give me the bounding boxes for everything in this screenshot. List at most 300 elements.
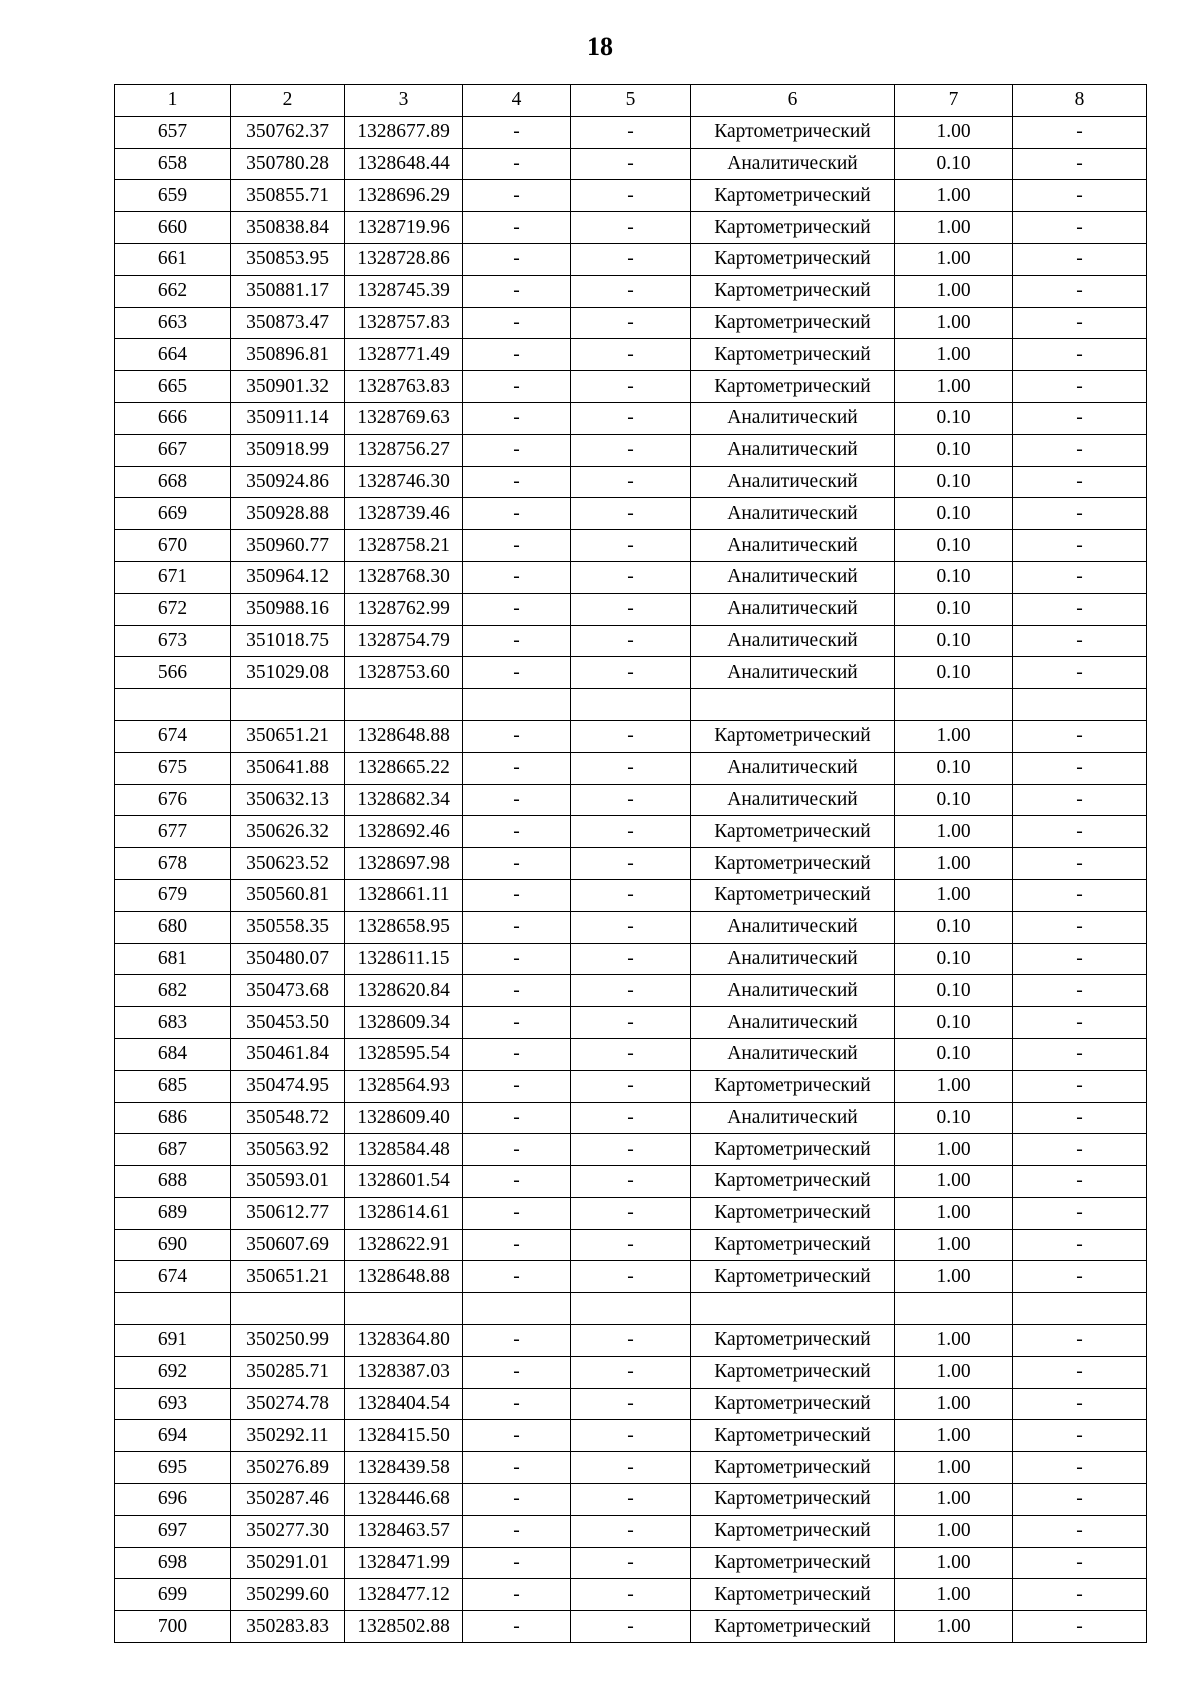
table-row	[115, 657, 1147, 689]
x-coordinate-cell: 350780.28	[231, 148, 345, 180]
y-coordinate-cell: 1328753.60	[345, 657, 463, 689]
x-coordinate-cell: 350291.01	[231, 1547, 345, 1579]
point-number-cell: 674	[115, 720, 231, 752]
y-coordinate-cell: 1328564.93	[345, 1070, 463, 1102]
table-row	[115, 212, 1147, 244]
column-4-cell: -	[463, 1007, 571, 1039]
x-coordinate-cell: 351029.08	[231, 657, 345, 689]
column-8-cell: -	[1013, 1579, 1147, 1611]
point-number-cell: 670	[115, 530, 231, 562]
column-8-cell: -	[1013, 1229, 1147, 1261]
table-row	[115, 1356, 1147, 1388]
column-8-cell: -	[1013, 1356, 1147, 1388]
x-coordinate-cell: 350283.83	[231, 1611, 345, 1643]
x-coordinate-cell: 350960.77	[231, 530, 345, 562]
column-5-cell: -	[571, 1197, 691, 1229]
table-row	[115, 1611, 1147, 1643]
method-cell: Картометрический	[691, 371, 895, 403]
column-4-cell: -	[463, 212, 571, 244]
column-4-cell: -	[463, 784, 571, 816]
point-number-cell: 671	[115, 561, 231, 593]
x-coordinate-cell: 350623.52	[231, 848, 345, 880]
column-5-cell: -	[571, 752, 691, 784]
method-cell: Аналитический	[691, 1038, 895, 1070]
column-4-cell: -	[463, 1547, 571, 1579]
column-4-cell: -	[463, 911, 571, 943]
column-8-cell: -	[1013, 816, 1147, 848]
accuracy-cell: 0.10	[895, 561, 1013, 593]
method-cell: Картометрический	[691, 1229, 895, 1261]
method-cell: Картометрический	[691, 212, 895, 244]
method-cell: Картометрический	[691, 1356, 895, 1388]
header-cell: 2	[231, 85, 345, 117]
y-coordinate-cell: 1328439.58	[345, 1452, 463, 1484]
point-number-cell	[115, 689, 231, 721]
accuracy-cell: 1.00	[895, 116, 1013, 148]
table-row	[115, 466, 1147, 498]
column-5-cell: -	[571, 1388, 691, 1420]
table-row	[115, 943, 1147, 975]
column-4-cell: -	[463, 943, 571, 975]
x-coordinate-cell: 350276.89	[231, 1452, 345, 1484]
x-coordinate-cell: 350873.47	[231, 307, 345, 339]
column-4-cell: -	[463, 1070, 571, 1102]
table-row	[115, 530, 1147, 562]
table-body	[115, 85, 1147, 1643]
y-coordinate-cell: 1328677.89	[345, 116, 463, 148]
column-5-cell: -	[571, 1452, 691, 1484]
method-cell: Картометрический	[691, 879, 895, 911]
y-coordinate-cell: 1328661.11	[345, 879, 463, 911]
column-4-cell: -	[463, 816, 571, 848]
column-5-cell: -	[571, 1356, 691, 1388]
column-4-cell: -	[463, 1102, 571, 1134]
accuracy-cell: 0.10	[895, 402, 1013, 434]
method-cell: Картометрический	[691, 1325, 895, 1357]
column-8-cell: -	[1013, 975, 1147, 1007]
method-cell: Картометрический	[691, 1070, 895, 1102]
point-number-cell: 664	[115, 339, 231, 371]
accuracy-cell: 0.10	[895, 784, 1013, 816]
accuracy-cell: 1.00	[895, 816, 1013, 848]
column-5-cell: -	[571, 466, 691, 498]
accuracy-cell: 0.10	[895, 593, 1013, 625]
column-8-cell: -	[1013, 1452, 1147, 1484]
method-cell: Аналитический	[691, 498, 895, 530]
method-cell: Аналитический	[691, 911, 895, 943]
accuracy-cell: 1.00	[895, 1325, 1013, 1357]
point-number-cell: 684	[115, 1038, 231, 1070]
y-coordinate-cell: 1328502.88	[345, 1611, 463, 1643]
accuracy-cell	[895, 689, 1013, 721]
table-row	[115, 1579, 1147, 1611]
table-row	[115, 1547, 1147, 1579]
x-coordinate-cell: 350250.99	[231, 1325, 345, 1357]
table-row	[115, 116, 1147, 148]
column-4-cell: -	[463, 371, 571, 403]
accuracy-cell: 1.00	[895, 1388, 1013, 1420]
column-4-cell: -	[463, 561, 571, 593]
x-coordinate-cell: 350632.13	[231, 784, 345, 816]
x-coordinate-cell: 350274.78	[231, 1388, 345, 1420]
column-5-cell	[571, 1293, 691, 1325]
column-8-cell: -	[1013, 212, 1147, 244]
x-coordinate-cell: 350607.69	[231, 1229, 345, 1261]
column-4-cell: -	[463, 243, 571, 275]
point-number-cell: 677	[115, 816, 231, 848]
table-row	[115, 720, 1147, 752]
header-cell: 5	[571, 85, 691, 117]
point-number-cell: 691	[115, 1325, 231, 1357]
column-5-cell: -	[571, 561, 691, 593]
method-cell: Картометрический	[691, 1611, 895, 1643]
column-5-cell: -	[571, 1166, 691, 1198]
method-cell: Картометрический	[691, 1452, 895, 1484]
column-4-cell: -	[463, 1166, 571, 1198]
table-row	[115, 1420, 1147, 1452]
table-row	[115, 879, 1147, 911]
coordinates-table	[114, 84, 1147, 1643]
method-cell: Аналитический	[691, 752, 895, 784]
column-8-cell: -	[1013, 307, 1147, 339]
point-number-cell: 673	[115, 625, 231, 657]
table-row	[115, 1134, 1147, 1166]
point-number-cell: 679	[115, 879, 231, 911]
column-4-cell: -	[463, 116, 571, 148]
column-5-cell: -	[571, 720, 691, 752]
table-row	[115, 1102, 1147, 1134]
column-4-cell: -	[463, 1261, 571, 1293]
table-row	[115, 975, 1147, 1007]
method-cell: Картометрический	[691, 816, 895, 848]
accuracy-cell: 1.00	[895, 307, 1013, 339]
table-row	[115, 1229, 1147, 1261]
accuracy-cell: 0.10	[895, 434, 1013, 466]
x-coordinate-cell: 351018.75	[231, 625, 345, 657]
method-cell: Аналитический	[691, 784, 895, 816]
method-cell: Картометрический	[691, 1197, 895, 1229]
column-4-cell: -	[463, 1038, 571, 1070]
point-number-cell: 566	[115, 657, 231, 689]
y-coordinate-cell: 1328719.96	[345, 212, 463, 244]
y-coordinate-cell: 1328620.84	[345, 975, 463, 1007]
column-4-cell: -	[463, 720, 571, 752]
column-5-cell: -	[571, 1038, 691, 1070]
accuracy-cell: 1.00	[895, 212, 1013, 244]
y-coordinate-cell: 1328769.63	[345, 402, 463, 434]
point-number-cell: 690	[115, 1229, 231, 1261]
y-coordinate-cell: 1328584.48	[345, 1134, 463, 1166]
accuracy-cell: 0.10	[895, 466, 1013, 498]
table-row	[115, 275, 1147, 307]
x-coordinate-cell: 350558.35	[231, 911, 345, 943]
point-number-cell: 657	[115, 116, 231, 148]
accuracy-cell: 1.00	[895, 275, 1013, 307]
accuracy-cell: 0.10	[895, 752, 1013, 784]
point-number-cell: 693	[115, 1388, 231, 1420]
point-number-cell: 689	[115, 1197, 231, 1229]
point-number-cell: 676	[115, 784, 231, 816]
y-coordinate-cell: 1328757.83	[345, 307, 463, 339]
column-4-cell	[463, 689, 571, 721]
y-coordinate-cell: 1328648.88	[345, 1261, 463, 1293]
x-coordinate-cell: 350277.30	[231, 1515, 345, 1547]
point-number-cell: 675	[115, 752, 231, 784]
table-row	[115, 1166, 1147, 1198]
column-4-cell: -	[463, 1134, 571, 1166]
point-number-cell: 695	[115, 1452, 231, 1484]
point-number-cell	[115, 1293, 231, 1325]
y-coordinate-cell: 1328682.34	[345, 784, 463, 816]
table-row	[115, 243, 1147, 275]
column-8-cell: -	[1013, 339, 1147, 371]
accuracy-cell: 1.00	[895, 180, 1013, 212]
x-coordinate-cell: 350901.32	[231, 371, 345, 403]
x-coordinate-cell: 350593.01	[231, 1166, 345, 1198]
y-coordinate-cell: 1328471.99	[345, 1547, 463, 1579]
column-8-cell: -	[1013, 1134, 1147, 1166]
column-4-cell: -	[463, 1515, 571, 1547]
column-5-cell: -	[571, 339, 691, 371]
x-coordinate-cell: 350918.99	[231, 434, 345, 466]
method-cell: Аналитический	[691, 466, 895, 498]
column-8-cell: -	[1013, 561, 1147, 593]
x-coordinate-cell: 350651.21	[231, 720, 345, 752]
table-row	[115, 784, 1147, 816]
accuracy-cell: 1.00	[895, 1547, 1013, 1579]
column-5-cell: -	[571, 402, 691, 434]
column-5-cell: -	[571, 1261, 691, 1293]
page-number: 18	[587, 32, 613, 61]
point-number-cell: 688	[115, 1166, 231, 1198]
point-number-cell: 686	[115, 1102, 231, 1134]
method-cell: Картометрический	[691, 116, 895, 148]
method-cell: Аналитический	[691, 625, 895, 657]
y-coordinate-cell: 1328648.44	[345, 148, 463, 180]
column-4-cell: -	[463, 307, 571, 339]
column-8-cell: -	[1013, 657, 1147, 689]
method-cell: Аналитический	[691, 148, 895, 180]
x-coordinate-cell: 350988.16	[231, 593, 345, 625]
accuracy-cell: 1.00	[895, 1261, 1013, 1293]
point-number-cell: 700	[115, 1611, 231, 1643]
x-coordinate-cell: 350896.81	[231, 339, 345, 371]
x-coordinate-cell: 350563.92	[231, 1134, 345, 1166]
column-5-cell: -	[571, 275, 691, 307]
column-4-cell: -	[463, 180, 571, 212]
column-4-cell: -	[463, 625, 571, 657]
column-5-cell: -	[571, 1547, 691, 1579]
accuracy-cell: 0.10	[895, 148, 1013, 180]
table-row	[115, 911, 1147, 943]
x-coordinate-cell: 350626.32	[231, 816, 345, 848]
y-coordinate-cell: 1328477.12	[345, 1579, 463, 1611]
column-5-cell: -	[571, 307, 691, 339]
point-number-cell: 692	[115, 1356, 231, 1388]
x-coordinate-cell: 350548.72	[231, 1102, 345, 1134]
method-cell: Картометрический	[691, 848, 895, 880]
accuracy-cell: 0.10	[895, 657, 1013, 689]
accuracy-cell: 0.10	[895, 530, 1013, 562]
method-cell: Картометрический	[691, 275, 895, 307]
point-number-cell: 659	[115, 180, 231, 212]
accuracy-cell: 0.10	[895, 1038, 1013, 1070]
x-coordinate-cell: 350641.88	[231, 752, 345, 784]
column-4-cell: -	[463, 339, 571, 371]
column-5-cell: -	[571, 911, 691, 943]
column-5-cell: -	[571, 943, 691, 975]
y-coordinate-cell: 1328739.46	[345, 498, 463, 530]
point-number-cell: 663	[115, 307, 231, 339]
point-number-cell: 666	[115, 402, 231, 434]
x-coordinate-cell: 350560.81	[231, 879, 345, 911]
table-row	[115, 816, 1147, 848]
column-5-cell: -	[571, 657, 691, 689]
column-4-cell: -	[463, 498, 571, 530]
x-coordinate-cell: 350453.50	[231, 1007, 345, 1039]
column-5-cell: -	[571, 1611, 691, 1643]
table-row	[115, 1484, 1147, 1516]
point-number-cell: 699	[115, 1579, 231, 1611]
table-row	[115, 752, 1147, 784]
header-cell: 8	[1013, 85, 1147, 117]
column-5-cell: -	[571, 1229, 691, 1261]
table-row-separator	[115, 1293, 1147, 1325]
table-row	[115, 561, 1147, 593]
column-5-cell: -	[571, 784, 691, 816]
x-coordinate-cell: 350911.14	[231, 402, 345, 434]
accuracy-cell: 0.10	[895, 498, 1013, 530]
y-coordinate-cell: 1328404.54	[345, 1388, 463, 1420]
point-number-cell: 685	[115, 1070, 231, 1102]
x-coordinate-cell: 350924.86	[231, 466, 345, 498]
table-row	[115, 1197, 1147, 1229]
method-cell: Картометрический	[691, 339, 895, 371]
y-coordinate-cell: 1328622.91	[345, 1229, 463, 1261]
column-4-cell: -	[463, 657, 571, 689]
accuracy-cell: 1.00	[895, 720, 1013, 752]
accuracy-cell: 0.10	[895, 943, 1013, 975]
point-number-cell: 687	[115, 1134, 231, 1166]
column-4-cell: -	[463, 879, 571, 911]
method-cell: Картометрический	[691, 1579, 895, 1611]
point-number-cell: 681	[115, 943, 231, 975]
header-cell: 1	[115, 85, 231, 117]
accuracy-cell: 0.10	[895, 1007, 1013, 1039]
accuracy-cell: 0.10	[895, 1102, 1013, 1134]
method-cell: Аналитический	[691, 657, 895, 689]
accuracy-cell: 1.00	[895, 1484, 1013, 1516]
column-8-cell: -	[1013, 1166, 1147, 1198]
point-number-cell: 683	[115, 1007, 231, 1039]
x-coordinate-cell: 350881.17	[231, 275, 345, 307]
point-number-cell: 698	[115, 1547, 231, 1579]
accuracy-cell: 1.00	[895, 339, 1013, 371]
point-number-cell: 697	[115, 1515, 231, 1547]
column-5-cell: -	[571, 1420, 691, 1452]
column-4-cell: -	[463, 1579, 571, 1611]
header-cell: 3	[345, 85, 463, 117]
x-coordinate-cell: 350651.21	[231, 1261, 345, 1293]
accuracy-cell: 1.00	[895, 1197, 1013, 1229]
column-8-cell: -	[1013, 1611, 1147, 1643]
y-coordinate-cell: 1328611.15	[345, 943, 463, 975]
column-5-cell: -	[571, 1134, 691, 1166]
column-4-cell: -	[463, 1420, 571, 1452]
y-coordinate-cell: 1328364.80	[345, 1325, 463, 1357]
column-5-cell: -	[571, 1325, 691, 1357]
accuracy-cell: 1.00	[895, 1611, 1013, 1643]
x-coordinate-cell: 350285.71	[231, 1356, 345, 1388]
column-8-cell: -	[1013, 371, 1147, 403]
method-cell: Аналитический	[691, 593, 895, 625]
method-cell: Аналитический	[691, 561, 895, 593]
method-cell: Картометрический	[691, 1388, 895, 1420]
point-number-cell: 665	[115, 371, 231, 403]
x-coordinate-cell	[231, 689, 345, 721]
point-number-cell: 668	[115, 466, 231, 498]
column-8-cell: -	[1013, 1484, 1147, 1516]
table-row	[115, 848, 1147, 880]
method-cell: Картометрический	[691, 1547, 895, 1579]
point-number-cell: 660	[115, 212, 231, 244]
method-cell	[691, 1293, 895, 1325]
y-coordinate-cell: 1328665.22	[345, 752, 463, 784]
column-5-cell	[571, 689, 691, 721]
y-coordinate-cell: 1328692.46	[345, 816, 463, 848]
accuracy-cell: 1.00	[895, 1452, 1013, 1484]
table-row	[115, 339, 1147, 371]
y-coordinate-cell: 1328756.27	[345, 434, 463, 466]
accuracy-cell: 1.00	[895, 1070, 1013, 1102]
x-coordinate-cell: 350473.68	[231, 975, 345, 1007]
method-cell: Аналитический	[691, 402, 895, 434]
point-number-cell: 667	[115, 434, 231, 466]
accuracy-cell: 1.00	[895, 1134, 1013, 1166]
table-row	[115, 1070, 1147, 1102]
method-cell	[691, 689, 895, 721]
y-coordinate-cell: 1328648.88	[345, 720, 463, 752]
column-5-cell: -	[571, 212, 691, 244]
point-number-cell: 694	[115, 1420, 231, 1452]
column-4-cell: -	[463, 593, 571, 625]
column-4-cell: -	[463, 1229, 571, 1261]
column-4-cell: -	[463, 402, 571, 434]
x-coordinate-cell: 350287.46	[231, 1484, 345, 1516]
y-coordinate-cell: 1328768.30	[345, 561, 463, 593]
table-row	[115, 1007, 1147, 1039]
column-4-cell: -	[463, 1388, 571, 1420]
accuracy-cell: 0.10	[895, 625, 1013, 657]
column-4-cell	[463, 1293, 571, 1325]
column-5-cell: -	[571, 848, 691, 880]
table-row	[115, 593, 1147, 625]
x-coordinate-cell: 350838.84	[231, 212, 345, 244]
column-4-cell: -	[463, 1356, 571, 1388]
column-5-cell: -	[571, 1484, 691, 1516]
column-8-cell: -	[1013, 593, 1147, 625]
x-coordinate-cell: 350612.77	[231, 1197, 345, 1229]
column-5-cell: -	[571, 1102, 691, 1134]
y-coordinate-cell	[345, 689, 463, 721]
method-cell: Аналитический	[691, 975, 895, 1007]
method-cell: Картометрический	[691, 1484, 895, 1516]
accuracy-cell: 1.00	[895, 1229, 1013, 1261]
point-number-cell: 696	[115, 1484, 231, 1516]
y-coordinate-cell: 1328745.39	[345, 275, 463, 307]
column-4-cell: -	[463, 1452, 571, 1484]
column-4-cell: -	[463, 530, 571, 562]
